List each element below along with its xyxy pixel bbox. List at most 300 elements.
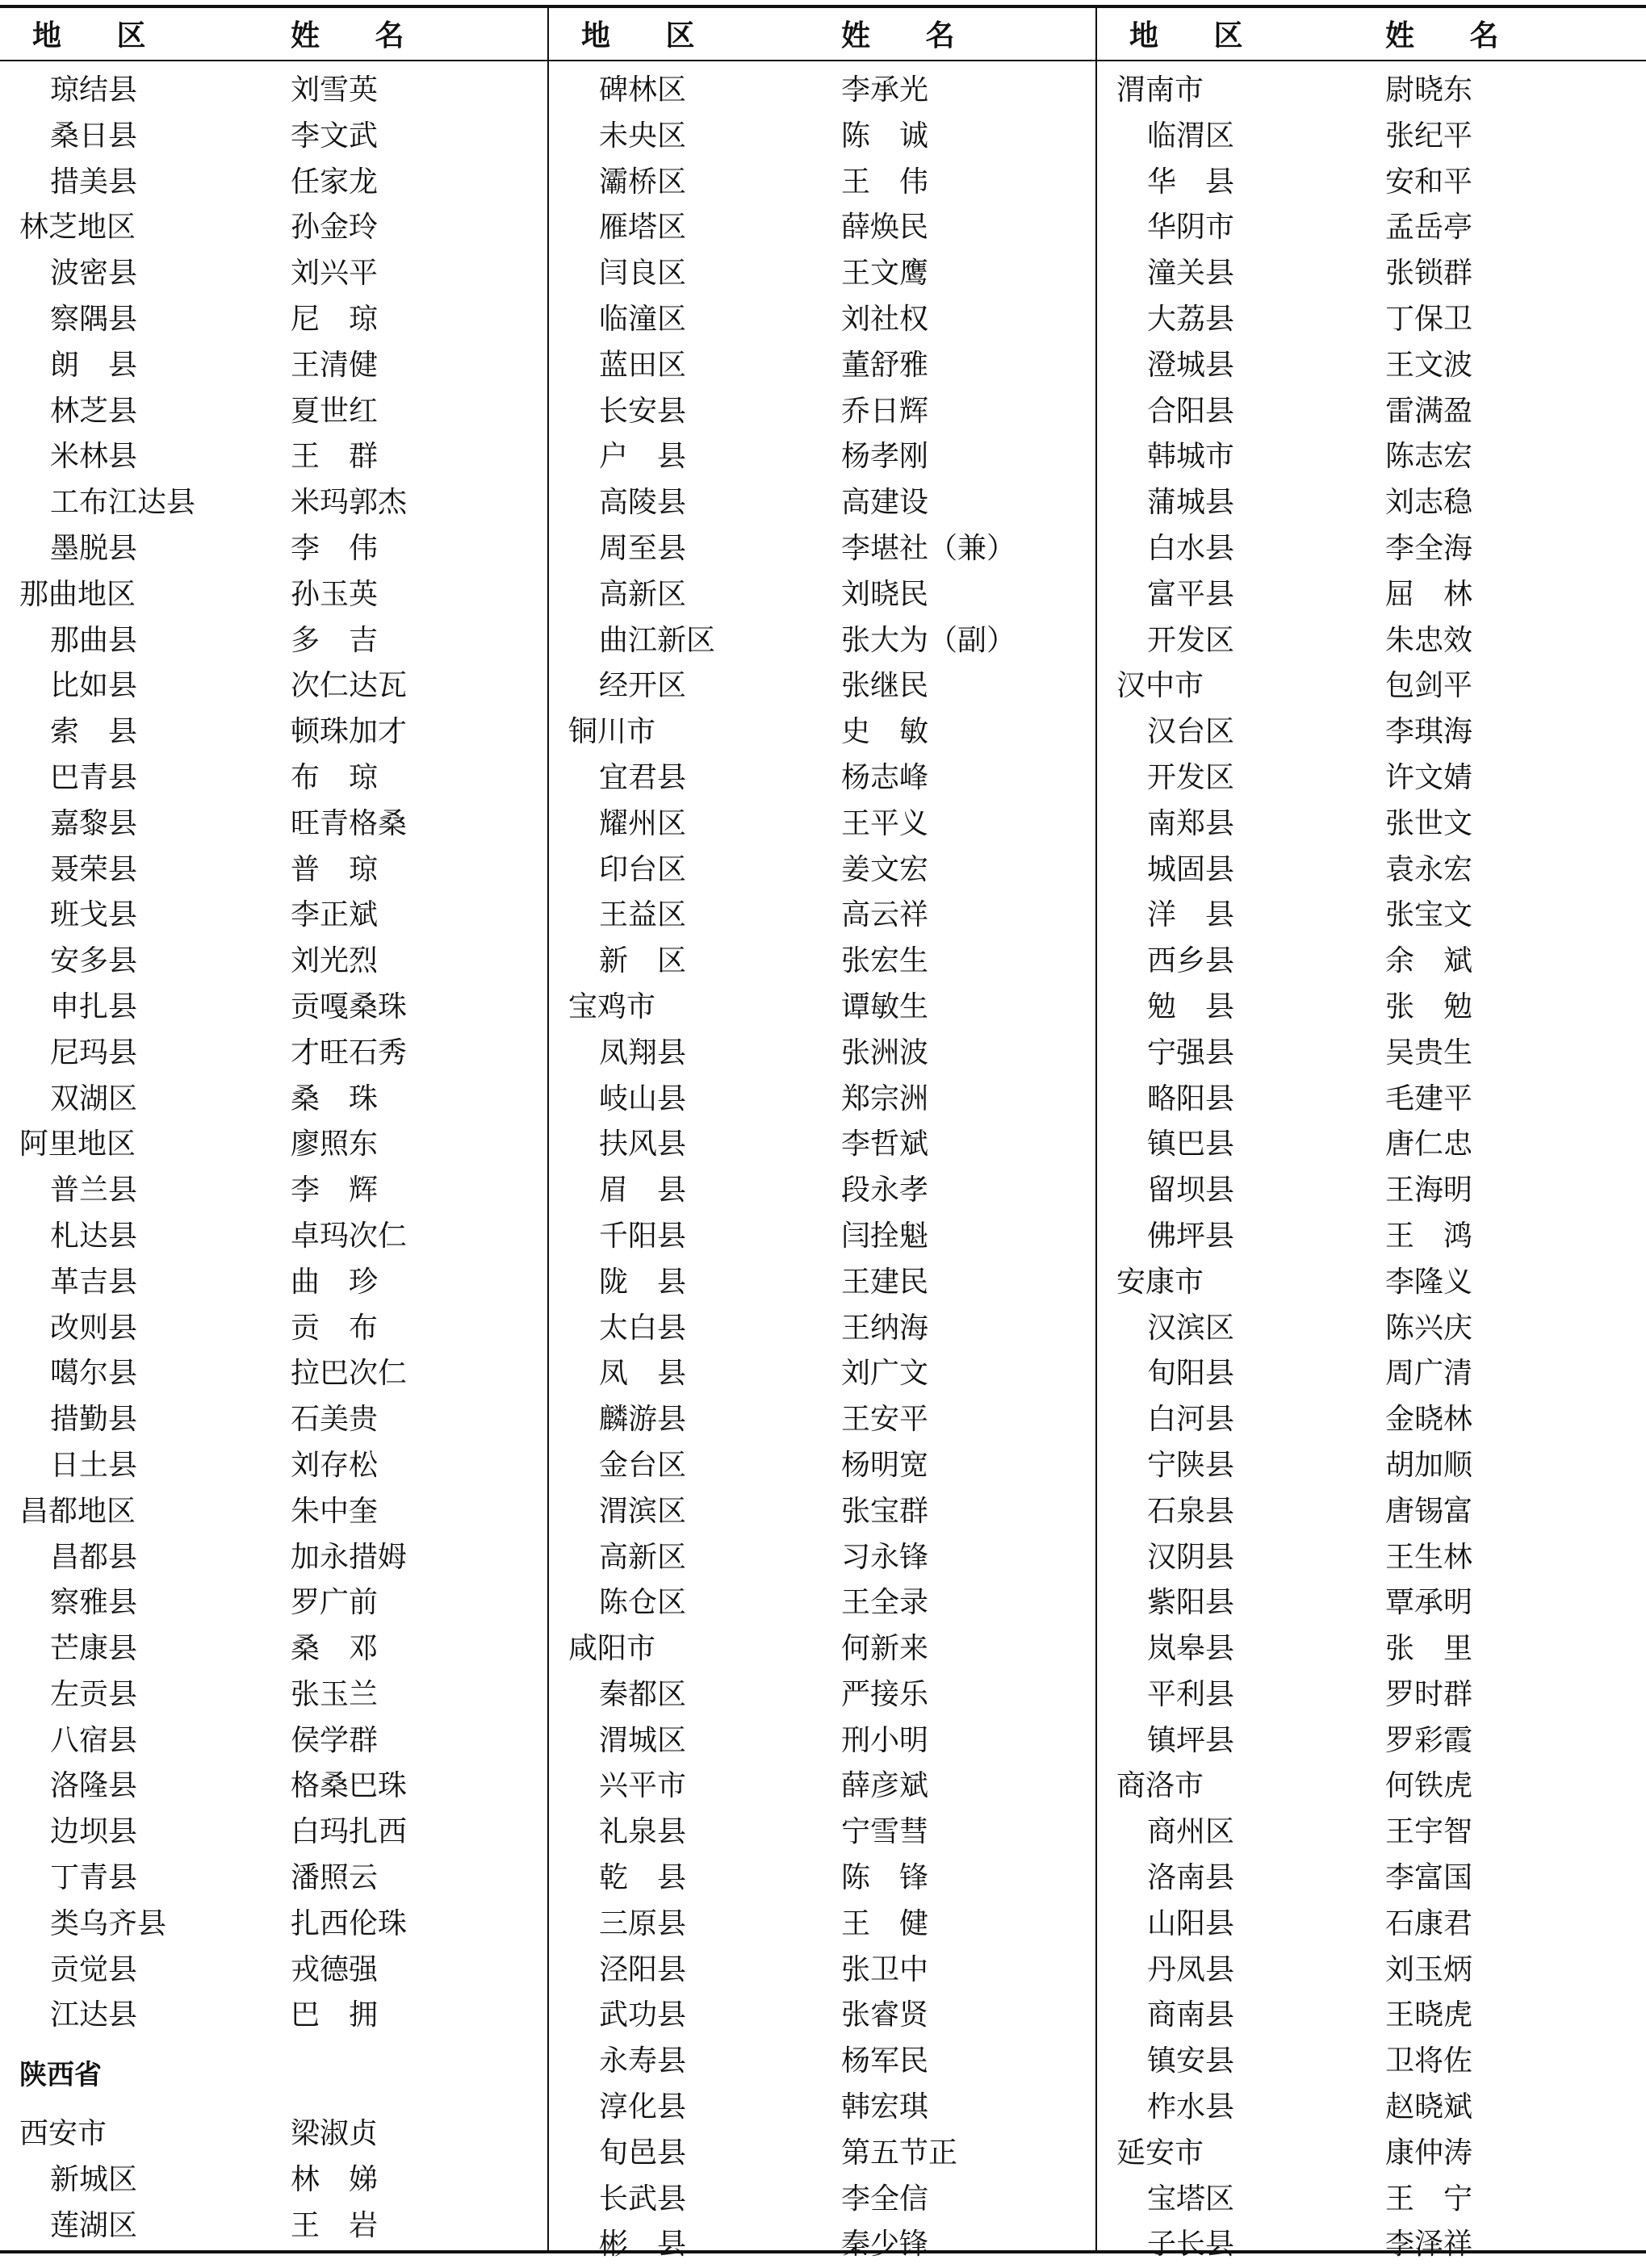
table-row (549, 847, 1095, 893)
region-cell: 索 县 (50, 715, 138, 749)
region-cell: 莲湖区 (50, 2208, 138, 2242)
region-cell: 申扎县 (50, 990, 138, 1023)
name-cell: 杨志峰 (841, 760, 929, 794)
region-cell: 华 县 (1147, 165, 1235, 199)
name-cell: 康仲涛 (1385, 2136, 1473, 2170)
table-row (1097, 297, 1646, 343)
region-cell: 昌都地区 (19, 1494, 136, 1528)
name-cell: 李文武 (291, 119, 379, 153)
name-cell: 习永锋 (841, 1540, 929, 1574)
region-cell: 丁青县 (50, 1861, 138, 1895)
row-list (0, 68, 547, 2249)
table-row (1097, 1856, 1646, 1902)
name-cell: 张 勉 (1385, 990, 1473, 1023)
region-cell: 三原县 (599, 1906, 687, 1940)
region-cell: 波密县 (50, 257, 138, 291)
name-cell: 朱忠效 (1385, 623, 1473, 657)
table-row (0, 847, 547, 893)
table-row (549, 1810, 1095, 1856)
name-cell: 金晓林 (1385, 1403, 1473, 1437)
name-cell: 陈兴庆 (1385, 1311, 1473, 1345)
region-cell: 凤翔县 (599, 1036, 687, 1069)
name-cell: 薛焕民 (841, 211, 929, 245)
name-cell: 陈 锋 (841, 1861, 929, 1895)
table-row (549, 1718, 1095, 1764)
table-row (1097, 160, 1646, 206)
table-row (0, 1948, 547, 1994)
table-row (0, 755, 547, 801)
name-cell: 刘广文 (841, 1357, 929, 1391)
table-row (0, 1535, 547, 1581)
region-cell: 临潼区 (599, 302, 687, 336)
region-cell: 子长县 (1147, 2228, 1235, 2262)
region-cell: 革吉县 (50, 1265, 138, 1299)
row-list (1097, 68, 1646, 2268)
name-cell: 白玛扎西 (291, 1815, 408, 1849)
region-cell: 武功县 (599, 1998, 687, 2032)
region-cell: 高陵县 (599, 486, 687, 520)
region-cell: 札达县 (50, 1219, 138, 1253)
name-cell: 杨明宽 (841, 1448, 929, 1482)
name-cell: 余 斌 (1385, 944, 1473, 978)
header-region: 地 区 (1129, 19, 1266, 52)
region-cell: 千阳县 (599, 1219, 687, 1253)
name-cell: 贡 布 (291, 1311, 379, 1345)
table-row (0, 1810, 547, 1856)
region-cell: 高新区 (599, 1540, 687, 1574)
name-cell: 李哲斌 (841, 1128, 929, 1161)
name-cell: 拉巴次仁 (291, 1357, 408, 1391)
region-cell: 雁塔区 (599, 211, 687, 245)
name-cell: 李全信 (841, 2182, 929, 2216)
name-cell: 卫将佐 (1385, 2044, 1473, 2078)
region-cell: 新城区 (50, 2163, 138, 2197)
name-cell: 戎德强 (291, 1952, 379, 1986)
region-cell: 碑林区 (599, 73, 687, 107)
region-cell: 高新区 (599, 577, 687, 611)
name-cell: 罗广前 (291, 1586, 379, 1620)
name-cell: 袁永宏 (1385, 852, 1473, 886)
table-row (549, 1672, 1095, 1718)
name-cell: 王全录 (841, 1586, 929, 1620)
table-row (1097, 1031, 1646, 1077)
region-cell: 汉阴县 (1147, 1540, 1235, 1574)
region-cell: 宜君县 (599, 760, 687, 794)
table-row (0, 434, 547, 480)
table-row (1097, 2039, 1646, 2085)
name-cell: 王海明 (1385, 1174, 1473, 1207)
table-row (1097, 755, 1646, 801)
table-row (0, 1626, 547, 1672)
region-cell: 长安县 (599, 394, 687, 428)
region-cell: 永寿县 (599, 2044, 687, 2078)
table-row (549, 572, 1095, 618)
name-cell: 格桑巴珠 (291, 1769, 408, 1803)
name-cell: 包剑平 (1385, 669, 1473, 703)
table-row (0, 526, 547, 572)
table-row (0, 1993, 547, 2039)
name-cell: 廖照东 (291, 1128, 379, 1161)
name-cell: 巴 拥 (291, 1998, 379, 2032)
table-row (1097, 1077, 1646, 1123)
name-cell: 刘晓民 (841, 577, 929, 611)
table-row (1097, 1168, 1646, 1214)
table-row (1097, 709, 1646, 755)
region-cell: 周至县 (599, 531, 687, 565)
name-cell: 安和平 (1385, 165, 1473, 199)
name-cell: 王 鸿 (1385, 1219, 1473, 1253)
table-row (549, 1993, 1095, 2039)
region-cell: 比如县 (50, 669, 138, 703)
region-cell: 昌都县 (50, 1540, 138, 1574)
table-row (1097, 1489, 1646, 1535)
table-row (549, 343, 1095, 389)
table-row (1097, 434, 1646, 480)
name-cell: 李承光 (841, 73, 929, 107)
region-cell: 柞水县 (1147, 2090, 1235, 2124)
table-row (1097, 114, 1646, 160)
name-cell: 王 群 (291, 440, 379, 474)
name-cell: 张 里 (1385, 1632, 1473, 1666)
name-cell: 李正斌 (291, 898, 379, 932)
table-row (0, 572, 547, 618)
region-cell: 商洛市 (1116, 1769, 1204, 1803)
name-cell: 李琪海 (1385, 715, 1473, 749)
name-cell: 张宝群 (841, 1494, 929, 1528)
region-cell: 渭城区 (599, 1723, 687, 1757)
region-cell: 汉台区 (1147, 715, 1235, 749)
table-row (0, 1122, 547, 1168)
name-cell: 夏世红 (291, 394, 379, 428)
table-row (549, 1077, 1095, 1123)
name-cell: 薛彦斌 (841, 1769, 929, 1803)
name-cell: 李泽祥 (1385, 2228, 1473, 2262)
region-cell: 开发区 (1147, 760, 1235, 794)
table-row (0, 1260, 547, 1306)
table-row (0, 251, 547, 297)
name-cell: 张继民 (841, 669, 929, 703)
region-cell: 边坝县 (50, 1815, 138, 1849)
name-cell: 王 健 (841, 1906, 929, 1940)
table-row (549, 68, 1095, 114)
table-row (1097, 1626, 1646, 1672)
name-cell: 赵晓斌 (1385, 2090, 1473, 2124)
name-cell: 罗时群 (1385, 1677, 1473, 1711)
table-row (0, 160, 547, 206)
region-cell: 白河县 (1147, 1403, 1235, 1437)
region-cell: 麟游县 (599, 1403, 687, 1437)
name-cell: 乔日辉 (841, 394, 929, 428)
region-cell: 班戈县 (50, 898, 138, 932)
table-row (1097, 1306, 1646, 1352)
table-row (0, 939, 547, 985)
region-cell: 安康市 (1116, 1265, 1204, 1299)
region-cell: 长武县 (599, 2182, 687, 2216)
region-cell: 措美县 (50, 165, 138, 199)
table-row (1097, 2085, 1646, 2131)
table-row (549, 1489, 1095, 1535)
name-cell: 孟岳亭 (1385, 211, 1473, 245)
region-cell: 阿里地区 (19, 1128, 136, 1161)
table-row (0, 985, 547, 1031)
name-cell: 梁淑贞 (291, 2117, 379, 2151)
region-cell: 林芝地区 (19, 211, 136, 245)
name-cell: 多 吉 (291, 623, 379, 657)
region-cell: 户 县 (599, 440, 687, 474)
region-cell: 泾阳县 (599, 1952, 687, 1986)
region-cell: 秦都区 (599, 1677, 687, 1711)
region-cell: 商南县 (1147, 1998, 1235, 2032)
region-cell: 金台区 (599, 1448, 687, 1482)
region-cell: 王益区 (599, 898, 687, 932)
name-cell: 韩宏琪 (841, 2090, 929, 2124)
header-name: 姓 名 (291, 19, 427, 52)
region-cell: 左贡县 (50, 1677, 138, 1711)
name-cell: 王安平 (841, 1403, 929, 1437)
name-cell: 王纳海 (841, 1311, 929, 1345)
name-cell: 孙金玲 (291, 211, 379, 245)
name-cell: 周广清 (1385, 1357, 1473, 1391)
table-row (0, 2111, 547, 2157)
name-cell: 尼 琼 (291, 302, 379, 336)
region-cell: 南郑县 (1147, 806, 1235, 840)
name-cell: 加永措姆 (291, 1540, 408, 1574)
table-column-3 (1097, 0, 1646, 2262)
table-row (549, 801, 1095, 847)
table-row (549, 1443, 1095, 1489)
table-row (1097, 1397, 1646, 1443)
region-cell: 宁陕县 (1147, 1448, 1235, 1482)
region-cell: 蓝田区 (599, 348, 687, 382)
name-cell: 王文波 (1385, 348, 1473, 382)
table-row (0, 1397, 547, 1443)
column-header (0, 13, 547, 58)
name-cell: 林 娣 (291, 2163, 379, 2197)
name-cell: 顿珠加才 (291, 715, 408, 749)
table-row (549, 2039, 1095, 2085)
table-row (1097, 618, 1646, 664)
name-cell: 王生林 (1385, 1540, 1473, 1574)
region-cell: 丹凤县 (1147, 1952, 1235, 1986)
region-cell: 旬邑县 (599, 2136, 687, 2170)
region-cell: 太白县 (599, 1311, 687, 1345)
table-row (0, 1856, 547, 1902)
table-row (549, 1535, 1095, 1581)
region-cell: 印台区 (599, 852, 687, 886)
name-cell: 闫拴魁 (841, 1219, 929, 1253)
name-cell: 张宝文 (1385, 898, 1473, 932)
name-cell: 刘社权 (841, 302, 929, 336)
table-row (0, 68, 547, 114)
table-row (1097, 68, 1646, 114)
region-cell: 墨脱县 (50, 531, 138, 565)
name-cell: 陈 诚 (841, 119, 929, 153)
table-row (549, 1764, 1095, 1810)
name-cell: 王建民 (841, 1265, 929, 1299)
name-cell: 朱中奎 (291, 1494, 379, 1528)
table-row (549, 1214, 1095, 1260)
header-region: 地 区 (581, 19, 718, 52)
table-row (549, 1351, 1095, 1397)
table-row (0, 205, 547, 251)
name-cell: 严接乐 (841, 1677, 929, 1711)
table-row (549, 939, 1095, 985)
table-row (0, 1718, 547, 1764)
name-cell: 郑宗洲 (841, 1082, 929, 1115)
name-cell: 李 辉 (291, 1174, 379, 1207)
table-row (0, 663, 547, 709)
region-cell: 宝鸡市 (568, 990, 656, 1023)
header-name: 姓 名 (841, 19, 978, 52)
table-row (0, 1902, 547, 1948)
table-row (1097, 1718, 1646, 1764)
name-cell: 秦少锋 (841, 2228, 929, 2262)
name-cell: 唐锡富 (1385, 1494, 1473, 1528)
name-cell: 刘玉炳 (1385, 1952, 1473, 1986)
region-cell: 双湖区 (50, 1082, 138, 1115)
table-row (0, 801, 547, 847)
region-cell: 铜川市 (568, 715, 656, 749)
name-cell: 李富国 (1385, 1861, 1473, 1895)
region-cell: 合阳县 (1147, 394, 1235, 428)
table-row (1097, 1535, 1646, 1581)
name-cell: 张睿贤 (841, 1998, 929, 2032)
table-row (549, 709, 1095, 755)
name-cell: 王宇智 (1385, 1815, 1473, 1849)
table-row (0, 618, 547, 664)
region-cell: 洛南县 (1147, 1861, 1235, 1895)
name-cell: 胡加顺 (1385, 1448, 1473, 1482)
name-cell: 刘兴平 (291, 257, 379, 291)
column-header (1097, 13, 1646, 58)
table-row (549, 893, 1095, 939)
region-cell: 察隅县 (50, 302, 138, 336)
table-row (1097, 389, 1646, 435)
table-row (1097, 847, 1646, 893)
table-row (0, 1489, 547, 1535)
table-row (0, 1031, 547, 1077)
name-cell: 吴贵生 (1385, 1036, 1473, 1069)
region-cell: 石泉县 (1147, 1494, 1235, 1528)
region-cell: 白水县 (1147, 531, 1235, 565)
region-cell: 勉 县 (1147, 990, 1235, 1023)
name-cell: 宁雪彗 (841, 1815, 929, 1849)
column-header (549, 13, 1095, 58)
table-row (0, 480, 547, 526)
name-cell: 陈志宏 (1385, 440, 1473, 474)
header-region: 地 区 (32, 19, 169, 52)
table-row (549, 1260, 1095, 1306)
region-cell: 安多县 (50, 944, 138, 978)
name-cell: 张洲波 (841, 1036, 929, 1069)
name-cell: 任家龙 (291, 165, 379, 199)
region-cell: 紫阳县 (1147, 1586, 1235, 1620)
name-cell: 王 伟 (841, 165, 929, 199)
table-column-2 (549, 0, 1095, 2262)
name-cell: 普 琼 (291, 852, 379, 886)
region-cell: 佛坪县 (1147, 1219, 1235, 1253)
table-row (549, 2222, 1095, 2268)
table-row (1097, 1902, 1646, 1948)
table-row (1097, 1764, 1646, 1810)
region-cell: 西安市 (19, 2117, 107, 2151)
table-row (1097, 893, 1646, 939)
region-cell: 宝塔区 (1147, 2182, 1235, 2216)
name-cell: 段永孝 (841, 1174, 929, 1207)
name-cell: 才旺石秀 (291, 1036, 408, 1069)
name-cell: 屈 林 (1385, 577, 1473, 611)
table-row (0, 297, 547, 343)
region-cell: 经开区 (599, 669, 687, 703)
table-row (549, 526, 1095, 572)
region-cell: 延安市 (1116, 2136, 1204, 2170)
table-row (0, 343, 547, 389)
name-cell: 谭敏生 (841, 990, 929, 1023)
region-cell: 江达县 (50, 1998, 138, 2032)
table-row (549, 1168, 1095, 1214)
region-cell: 渭南市 (1116, 73, 1204, 107)
region-cell: 大荔县 (1147, 302, 1235, 336)
name-cell: 覃承明 (1385, 1586, 1473, 1620)
table-row (1097, 343, 1646, 389)
table-row (0, 1764, 547, 1810)
region-cell: 镇巴县 (1147, 1128, 1235, 1161)
table-row (1097, 985, 1646, 1031)
table-row (1097, 1214, 1646, 1260)
table-row (1097, 801, 1646, 847)
region-cell: 山阳县 (1147, 1906, 1235, 1940)
name-cell: 潘照云 (291, 1861, 379, 1895)
name-cell: 李堪社（兼） (841, 531, 1016, 565)
header-name: 姓 名 (1385, 19, 1522, 52)
name-cell: 第五节正 (841, 2136, 958, 2170)
table-row (549, 985, 1095, 1031)
region-cell: 贡觉县 (50, 1952, 138, 1986)
table-row (549, 2177, 1095, 2223)
region-cell: 镇安县 (1147, 2044, 1235, 2078)
region-cell: 咸阳市 (568, 1632, 656, 1666)
region-cell: 察雅县 (50, 1586, 138, 1620)
name-cell: 刘光烈 (291, 944, 379, 978)
table-row (0, 114, 547, 160)
region-cell: 岚皋县 (1147, 1632, 1235, 1666)
region-cell: 乾 县 (599, 1861, 687, 1895)
name-cell: 张宏生 (841, 944, 929, 978)
region-cell: 韩城市 (1147, 440, 1235, 474)
name-cell: 张锁群 (1385, 257, 1473, 291)
region-cell: 凤 县 (599, 1357, 687, 1391)
table-row (549, 2085, 1095, 2131)
table-row (1097, 1948, 1646, 1994)
name-cell: 王 岩 (291, 2208, 379, 2242)
region-cell: 临渭区 (1147, 119, 1235, 153)
table-row (549, 1122, 1095, 1168)
region-cell: 类乌齐县 (50, 1906, 167, 1940)
region-cell: 蒲城县 (1147, 486, 1235, 520)
name-cell: 刑小明 (841, 1723, 929, 1757)
table-row (1097, 251, 1646, 297)
table-row (1097, 205, 1646, 251)
table-row (1097, 480, 1646, 526)
region-cell: 闫良区 (599, 257, 687, 291)
name-cell: 刘雪英 (291, 73, 379, 107)
table-row (1097, 1443, 1646, 1489)
table-row (549, 480, 1095, 526)
region-cell: 洋 县 (1147, 898, 1235, 932)
name-cell: 桑 邓 (291, 1632, 379, 1666)
table-row (0, 1672, 547, 1718)
name-cell: 米玛郭杰 (291, 486, 408, 520)
